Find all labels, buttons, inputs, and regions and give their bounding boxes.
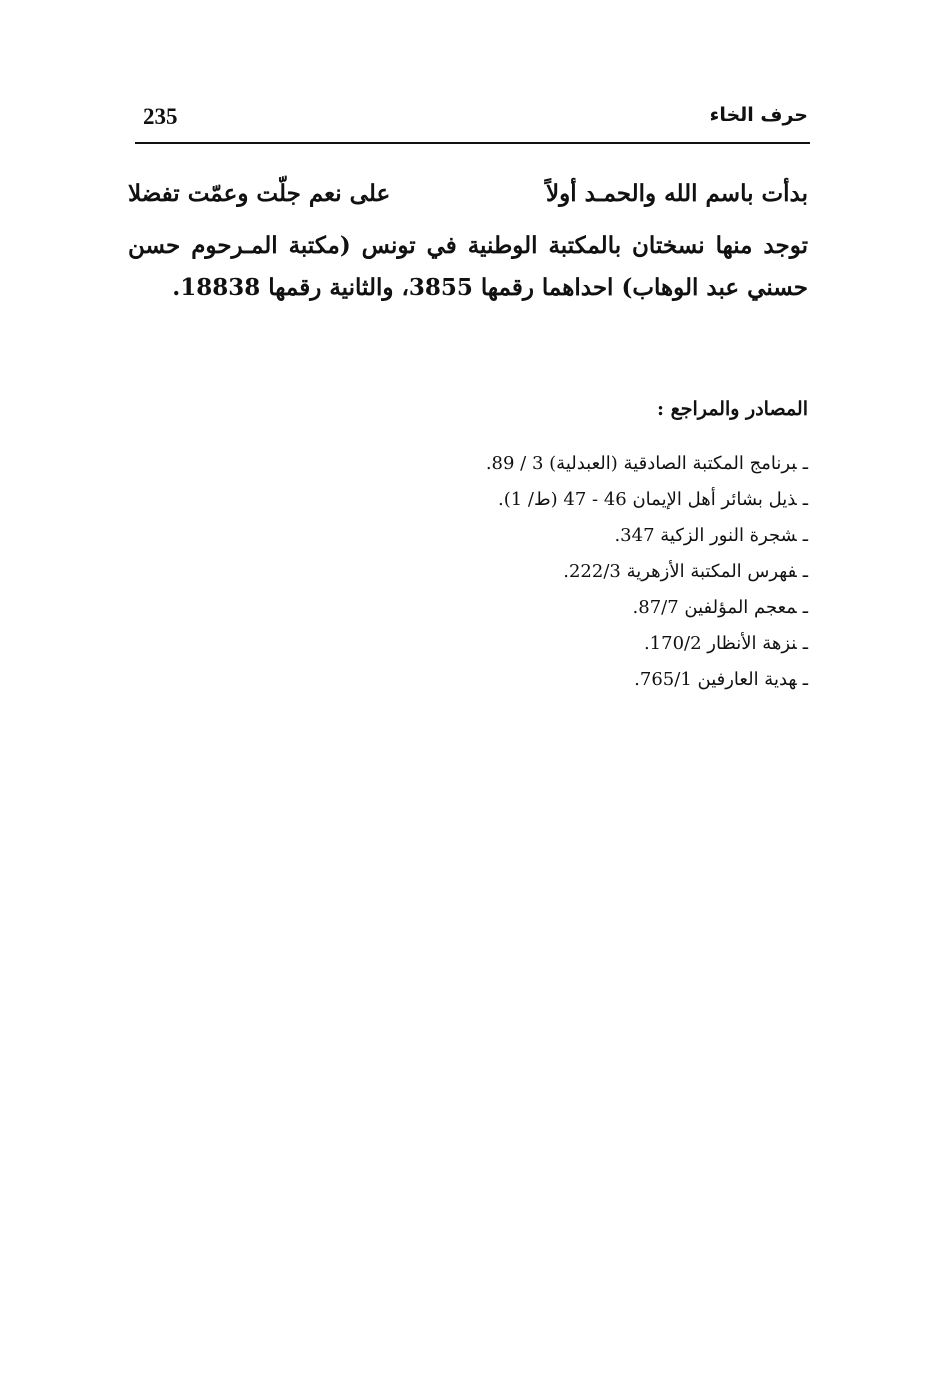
source-item bbox=[486, 518, 808, 554]
source-text: ذيل بشائر أهل الإيمان 46 - 47 (ط/ 1). bbox=[498, 489, 797, 510]
source-item bbox=[486, 662, 808, 698]
source-item bbox=[486, 626, 808, 662]
source-text: شجرة النور الزكية 347. bbox=[614, 525, 797, 546]
source-text: نزهة الأنظار 170/2. bbox=[643, 633, 797, 654]
list-dash: ـ bbox=[802, 597, 808, 618]
verse-first-hemistich: بدأت باسم الله والحمـد أولاً bbox=[546, 180, 808, 207]
source-item bbox=[486, 446, 808, 482]
source-text: برنامج المكتبة الصادقية (العبدلية) 3 / 89. bbox=[485, 453, 797, 474]
list-dash: ـ bbox=[802, 669, 808, 690]
sources-list bbox=[486, 446, 808, 698]
page-number: 235 bbox=[143, 104, 178, 129]
body-line: حسني عبد الوهاب) احداهما رقمها 3855، والثانية رقمها 18838. bbox=[172, 274, 808, 301]
list-dash: ـ bbox=[802, 489, 808, 510]
body-line: توجد منها نسختان بالمكتبة الوطنية في تونس (مكتبة المـرحوم حسن bbox=[128, 232, 808, 259]
sources-heading: المصادر والمراجع : bbox=[656, 398, 808, 420]
source-text: فهرس المكتبة الأزهرية 222/3. bbox=[563, 561, 797, 582]
header-divider bbox=[135, 142, 810, 144]
source-item bbox=[486, 482, 808, 518]
source-item bbox=[486, 590, 808, 626]
chapter-title: حرف الخاء bbox=[709, 104, 808, 126]
list-dash: ـ bbox=[802, 561, 808, 582]
list-dash: ـ bbox=[802, 525, 808, 546]
verse-second-hemistich: على نعم جلّت وعمّت تفضلا bbox=[128, 180, 391, 207]
list-dash: ـ bbox=[802, 453, 808, 474]
body-paragraph bbox=[128, 225, 808, 309]
source-text: معجم المؤلفين 87/7. bbox=[632, 597, 797, 618]
source-text: هدية العارفين 765/1. bbox=[634, 669, 797, 690]
source-item bbox=[486, 554, 808, 590]
list-dash: ـ bbox=[802, 633, 808, 654]
